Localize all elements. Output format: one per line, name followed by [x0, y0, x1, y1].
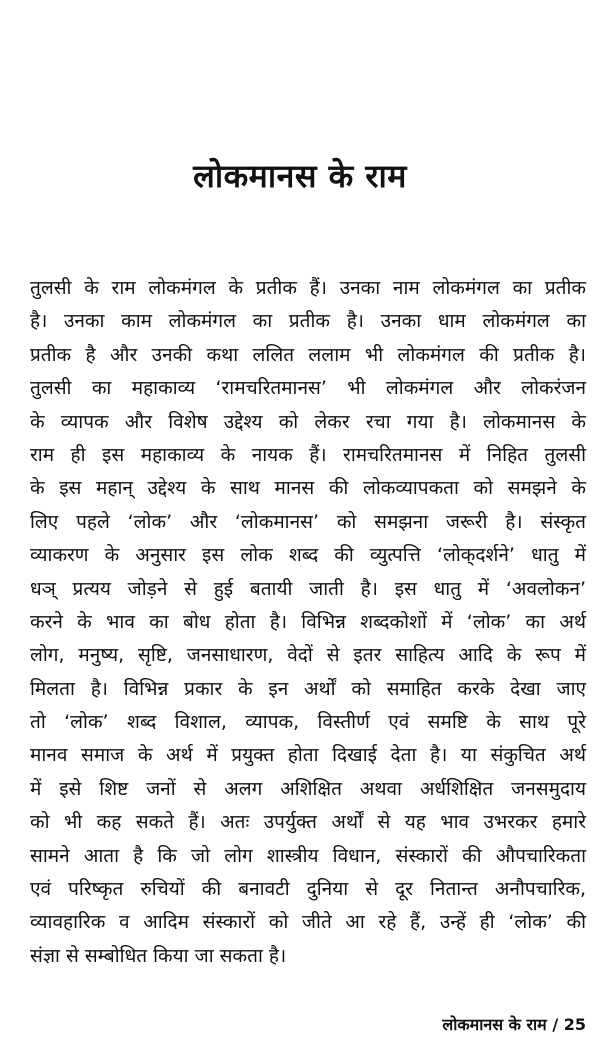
text-line: तुलसी का महाकाव्य ‘रामचरितमानस’ भी लोकमंगल और लोकरंजन: [30, 377, 586, 400]
text-line: मिलता है। विभिन्न प्रकार के इन अर्थों को समाहित करके देखा जाए: [30, 677, 586, 700]
text-line: है। उनका काम लोकमंगल का प्रतीक है। उनका धाम लोकमंगल का: [30, 310, 586, 333]
text-line: एवं परिष्कृत रुचियों की बनावटी दुनिया से दूर नितान्त अनौपचारिक,: [30, 878, 586, 901]
text-line: सामने आता है कि जो लोग शास्त्रीय विधान, संस्कारों की औपचारिकता: [30, 844, 586, 867]
text-line: के इस महान् उद्देश्य के साथ मानस की लोकव्यापकता को समझने के: [30, 477, 586, 500]
text-line: राम ही इस महाकाव्य के नायक हैं। रामचरितमानस में निहित तुलसी: [30, 443, 586, 466]
footer-separator: /: [546, 1015, 564, 1034]
text-line: व्यावहारिक व आदिम संस्कारों को जीते आ रहे हैं, उन्हें ही ‘लोक’ की: [30, 911, 586, 934]
text-line: में इसे शिष्ट जनों से अलग अशिक्षित अथवा अर्धशिक्षित जनसमुदाय: [30, 777, 586, 800]
text-line: के व्यापक और विशेष उद्देश्य को लेकर रचा गया है। लोकमानस के: [30, 410, 586, 433]
chapter-title: लोकमानस के राम: [193, 157, 407, 195]
text-line: प्रतीक है और उनकी कथा ललित ललाम भी लोकमंगल की प्रतीक है।: [30, 343, 586, 366]
text-line: धञ्‌ प्रत्यय जोड़ने से हुई बतायी जाती है। इस धातु में ‘अवलोकन’: [30, 577, 586, 600]
text-line: को भी कह सकते हैं। अतः उपर्युक्त अर्थों से यह भाव उभरकर हमारे: [30, 811, 586, 834]
text-line: लिए पहले ‘लोक’ और ‘लोकमानस’ को समझना जरूरी है। संस्कृत: [30, 510, 586, 533]
running-head: लोकमानस के राम: [442, 1015, 547, 1034]
body-paragraph: [30, 272, 586, 973]
text-line: करने के भाव का बोध होता है। विभिन्न शब्दकोशों में ‘लोक’ का अर्थ: [30, 610, 586, 633]
text-line: मानव समाज के अर्थ में प्रयुक्त होता दिखाई देता है। या संकुचित अर्थ: [30, 744, 586, 767]
text-line: तो ‘लोक’ शब्द विशाल, व्यापक, विस्तीर्ण एवं समष्टि के साथ पूरे: [30, 711, 586, 734]
text-line: संज्ञा से सम्बोधित किया जा सकता है।: [30, 944, 287, 967]
text-line: तुलसी के राम लोकमंगल के प्रतीक हैं। उनका नाम लोकमंगल का प्रतीक: [30, 277, 586, 299]
text-line: व्याकरण के अनुसार इस लोक शब्द की व्युत्पत्ति ‘लोक्‌दर्शने’ धातु में: [30, 544, 586, 567]
text-line: लोग, मनुष्य, सृष्टि, जनसाधारण, वेदों से इतर साहित्य आदि के रूप में: [30, 644, 586, 667]
page-number: 25: [563, 1015, 586, 1034]
page-footer: [442, 1014, 586, 1036]
